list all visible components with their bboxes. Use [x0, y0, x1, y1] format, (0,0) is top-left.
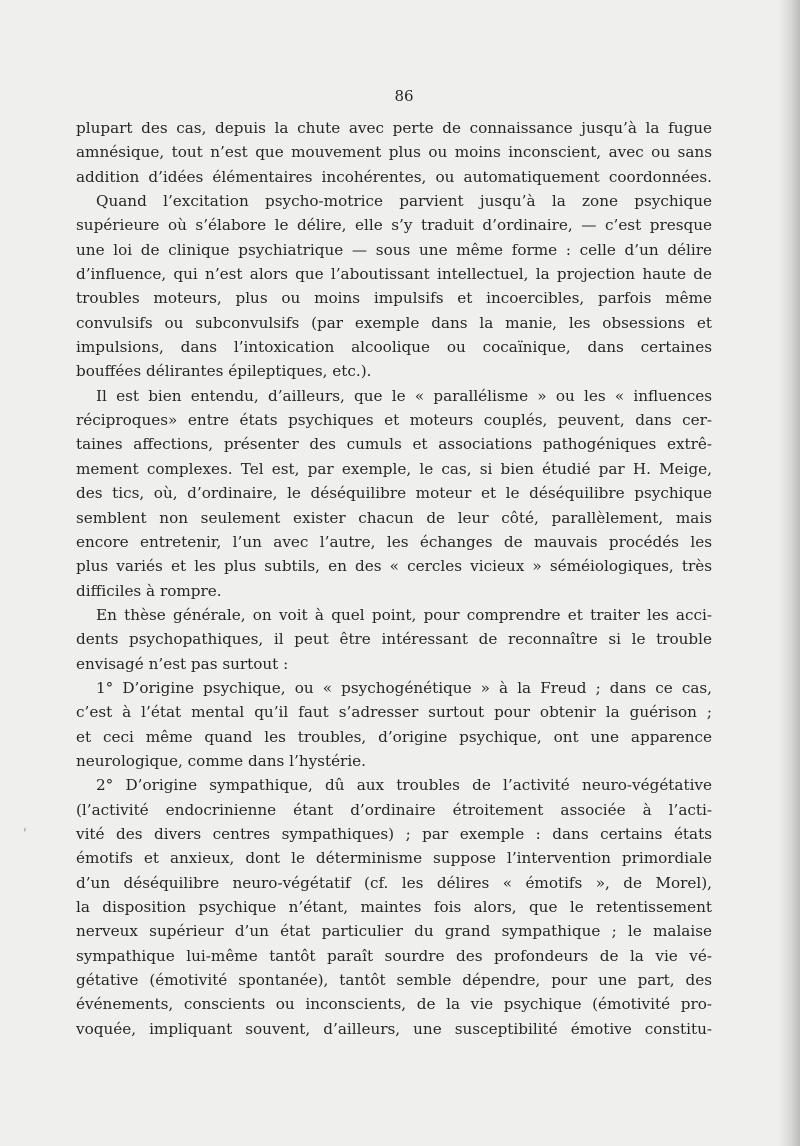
text-line: vité des divers centres sympathiques) ; par exemple : dans certains états — [76, 824, 712, 843]
text-line: plus variés et les plus subtils, en des « cercles vicieux » séméiologiques, très — [76, 557, 712, 576]
text-line: émotifs et anxieux, dont le déterminisme suppose l’intervention primordiale — [76, 849, 712, 868]
text-line: nerveux supérieur d’un état particulier du grand sympathique ; le malaise — [76, 922, 712, 941]
text-line: Quand l’excitation psycho-motrice parvient jusqu’à la zone psychique — [96, 192, 712, 211]
text-line: difficiles à rompre. — [76, 581, 222, 600]
margin-mark: ʻ — [21, 825, 32, 843]
text-line: semblent non seulement exister chacun de leur côté, parallèlement, mais — [76, 508, 712, 527]
text-line: réciproques» entre états psychiques et moteurs couplés, peuvent, dans cer- — [76, 411, 712, 430]
document-page — [76, 86, 712, 1041]
text-line: mement complexes. Tel est, par exemple, le cas, si bien étudié par H. Meige, — [76, 459, 712, 478]
text-line: En thèse générale, on voit à quel point, pour comprendre et traiter les acci- — [96, 605, 712, 624]
text-line: d’influence, qui n’est alors que l’aboutissant intellectuel, la projection haute de — [76, 265, 712, 284]
text-line: événements, conscients ou inconscients, de la vie psychique (émotivité pro- — [76, 995, 712, 1014]
text-line: une loi de clinique psychiatrique — sous une même forme : celle d’un délire — [76, 240, 712, 259]
text-line: d’un déséquilibre neuro-végétatif (cf. les délires « émotifs », de Morel), — [76, 873, 712, 892]
text-line: addition d’idées élémentaires incohérentes, ou automatiquement coordonnées. — [76, 167, 712, 186]
text-line: gétative (émotivité spontanée), tantôt semble dépendre, pour une part, des — [76, 971, 712, 990]
text-line: bouffées délirantes épileptiques, etc.). — [76, 362, 372, 381]
text-line: convulsifs ou subconvulsifs (par exemple dans la manie, les obsessions et — [76, 313, 712, 332]
text-line: la disposition psychique n’étant, maintes fois alors, que le retentissement — [76, 898, 712, 916]
text-line: envisagé n’est pas surtout : — [76, 654, 289, 673]
text-line: sympathique lui-même tantôt paraît sourdre des profondeurs de la vie vé- — [76, 946, 712, 965]
scan-edge-shadow — [778, 0, 800, 1146]
text-line: des tics, où, d’ordinaire, le déséquilibre moteur et le déséquilibre psychique — [76, 484, 712, 503]
text-line: troubles moteurs, plus ou moins impulsifs et incoercibles, parfois même — [76, 289, 712, 308]
page-number: 86 — [394, 87, 414, 105]
text-line: supérieure où s’élabore le délire, elle s’y traduit d’ordinaire, — c’est presque — [76, 216, 712, 235]
text-line: voquée, impliquant souvent, d’ailleurs, une susceptibilité émotive constitu- — [76, 1019, 712, 1038]
text-line: amnésique, tout n’est que mouvement plus ou moins inconscient, avec ou sans — [76, 143, 712, 162]
text-line: plupart des cas, depuis la chute avec perte de connaissance jusqu’à la fugue — [76, 119, 712, 137]
text-line: 2° D’origine sympathique, dû aux troubles de l’activité neuro-végétative — [96, 776, 712, 795]
text-line: c’est à l’état mental qu’il faut s’adresser surtout pour obtenir la guérison ; — [76, 703, 712, 722]
body-text — [76, 116, 712, 1041]
text-line: 1° D’origine psychique, ou « psychogénétique » à la Freud ; dans ce cas, — [96, 678, 712, 697]
text-line: encore entretenir, l’un avec l’autre, les échanges de mauvais procédés les — [76, 532, 712, 551]
text-line: dents psychopathiques, il peut être intéressant de reconnaître si le trouble — [76, 630, 712, 649]
text-line: et ceci même quand les troubles, d’origine psychique, ont une apparence — [76, 727, 712, 746]
text-line: taines affections, présenter des cumuls et associations pathogéniques extrê- — [76, 435, 712, 454]
text-line: Il est bien entendu, d’ailleurs, que le « parallélisme » ou les « influences — [96, 386, 712, 405]
text-line: (l’activité endocrinienne étant d’ordinaire étroitement associée à l’acti- — [76, 800, 712, 819]
text-line: neurologique, comme dans l’hystérie. — [76, 751, 366, 770]
text-line: impulsions, dans l’intoxication alcoolique ou cocaïnique, dans certaines — [76, 338, 712, 357]
